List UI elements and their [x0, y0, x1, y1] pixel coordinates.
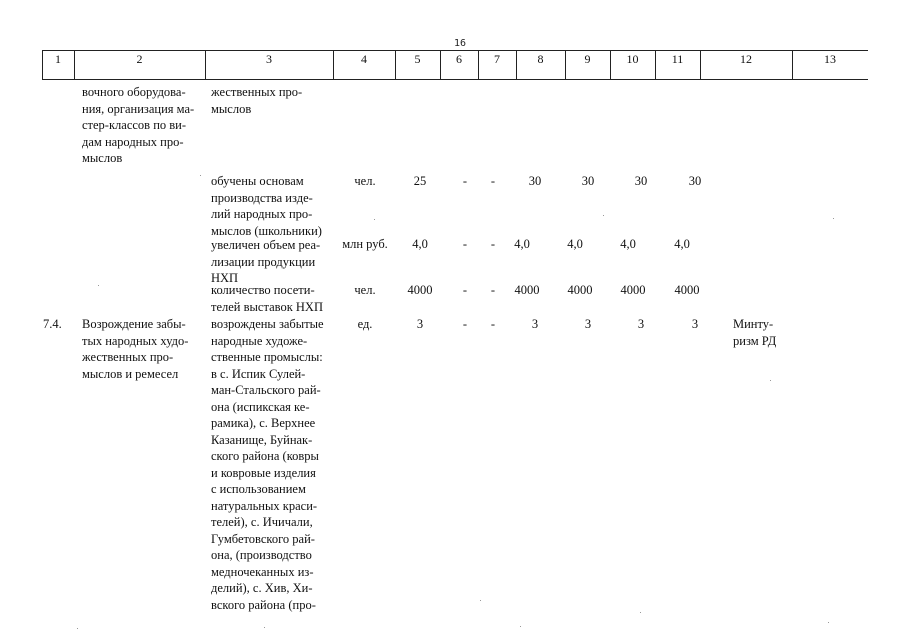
continuation-indicator-text [211, 84, 329, 117]
indicator-text [211, 237, 329, 287]
column-header: 2 [136, 52, 143, 66]
text-line: возрождены забытые [211, 317, 324, 331]
continuation-measure-text [82, 84, 200, 167]
text-line: мыслов и ремесел [82, 366, 179, 381]
text-line: количество посети- [211, 283, 315, 297]
scan-speck [374, 219, 375, 220]
table-header [42, 50, 868, 80]
column-header: 11 [671, 52, 684, 66]
text-line: вочного оборудова- [82, 85, 186, 99]
column-header: 4 [361, 52, 367, 66]
text-line: делий), с. Хив, Хи- [211, 581, 313, 595]
text-line: обучены основам [211, 174, 304, 188]
scan-speck [264, 627, 265, 628]
value-cell: 30 [634, 174, 648, 188]
text-line: и ковровые изделия [211, 465, 316, 480]
text-line: Возрождение забы- [82, 317, 186, 331]
text-line: тых народных худо- [82, 333, 189, 348]
text-line: вского района (про- [211, 597, 316, 612]
text-line: натуральных краси- [211, 498, 318, 513]
text-line: дам народных про- [82, 134, 184, 149]
value-cell: 25 [413, 174, 427, 188]
text-line: ман-Стальского рай- [211, 383, 321, 397]
text-line: производства изде- [211, 190, 313, 205]
column-header: 1 [55, 52, 61, 66]
text-line: Минту- [733, 317, 774, 331]
scan-speck [520, 626, 521, 627]
value-cell: 4,0 [674, 237, 690, 251]
responsible-agency [733, 316, 803, 349]
value-cell: 30 [528, 174, 542, 188]
text-line: с использованием [211, 482, 306, 496]
value-cell: - [490, 317, 496, 331]
scan-speck [77, 628, 78, 629]
text-line: в с. Испик Сулей- [211, 366, 306, 381]
unit-cell: чел. [354, 283, 376, 297]
scan-speck [833, 218, 834, 219]
text-line: она (испикская ке- [211, 399, 310, 414]
column-header: 13 [824, 52, 836, 66]
text-line: телей), с. Ичичали, [211, 515, 313, 529]
scan-speck [640, 612, 641, 613]
indicator-text [211, 282, 329, 315]
measure-title [82, 316, 200, 382]
scan-speck [200, 175, 201, 176]
value-cell: 4,0 [620, 237, 636, 251]
column-header: 5 [414, 52, 421, 66]
text-line: телей выставок НХП [211, 299, 323, 314]
indicator-text [211, 316, 329, 613]
value-cell: 4,0 [412, 237, 428, 251]
text-line: медночеканных из- [211, 564, 314, 579]
scan-speck [828, 622, 829, 623]
column-header: 3 [266, 52, 272, 66]
scan-speck [98, 285, 99, 286]
value-cell: - [462, 317, 468, 331]
text-line: рамика), с. Верхнее [211, 416, 316, 430]
scan-speck [480, 600, 481, 601]
text-line: ризм РД [733, 333, 777, 348]
value-cell: 3 [416, 317, 424, 331]
value-cell: 3 [584, 317, 592, 331]
text-line: стер-классов по ви- [82, 118, 187, 132]
column-header: 8 [537, 52, 544, 66]
text-line: Гумбетовского рай- [211, 531, 315, 546]
value-cell: - [462, 283, 468, 297]
column-header: 6 [456, 52, 462, 66]
text-line: Казанище, Буйнак- [211, 432, 313, 447]
unit-cell: млн руб. [342, 237, 388, 251]
value-cell: 4000 [407, 283, 433, 297]
value-cell: 4,0 [514, 237, 530, 251]
text-line: лизации продукции [211, 254, 316, 269]
value-cell: - [490, 174, 496, 188]
column-header: 7 [494, 52, 500, 66]
text-line: лий народных про- [211, 207, 313, 221]
text-line: увеличен объем реа- [211, 238, 321, 252]
text-line: мыслов [82, 151, 123, 165]
value-cell: - [490, 237, 496, 251]
text-line: ского района (ковры [211, 449, 319, 463]
value-cell: 3 [531, 317, 539, 331]
value-cell: 3 [691, 317, 699, 331]
page-number: 16 [453, 38, 467, 49]
value-cell: - [462, 237, 468, 251]
value-cell: - [490, 283, 496, 297]
column-header: 12 [740, 52, 752, 66]
scan-speck [603, 215, 604, 216]
text-line: она, (производство [211, 548, 312, 562]
text-line: народные художе- [211, 333, 308, 348]
column-header: 10 [626, 52, 639, 66]
value-cell: 4000 [620, 283, 646, 297]
value-cell: 4000 [514, 283, 540, 297]
text-line: НХП [211, 271, 239, 285]
value-cell: 4,0 [567, 237, 583, 251]
value-cell: 4000 [674, 283, 700, 297]
value-cell: 30 [581, 174, 595, 188]
text-line: ния, организация ма- [82, 101, 195, 116]
text-line: жественных про- [211, 85, 303, 99]
text-line: мыслов [211, 101, 252, 116]
unit-cell: чел. [354, 174, 376, 188]
scan-speck [770, 380, 771, 381]
value-cell: 4000 [567, 283, 593, 297]
value-cell: - [462, 174, 468, 188]
text-line: мыслов (школьники) [211, 223, 322, 238]
item-number: 7.4. [43, 317, 62, 331]
column-header: 9 [584, 52, 591, 66]
unit-cell: ед. [357, 317, 373, 331]
value-cell: 3 [637, 317, 645, 331]
value-cell: 30 [688, 174, 702, 188]
text-line: жественных про- [82, 350, 174, 364]
text-line: ственные промыслы: [211, 350, 323, 364]
indicator-text [211, 173, 329, 239]
